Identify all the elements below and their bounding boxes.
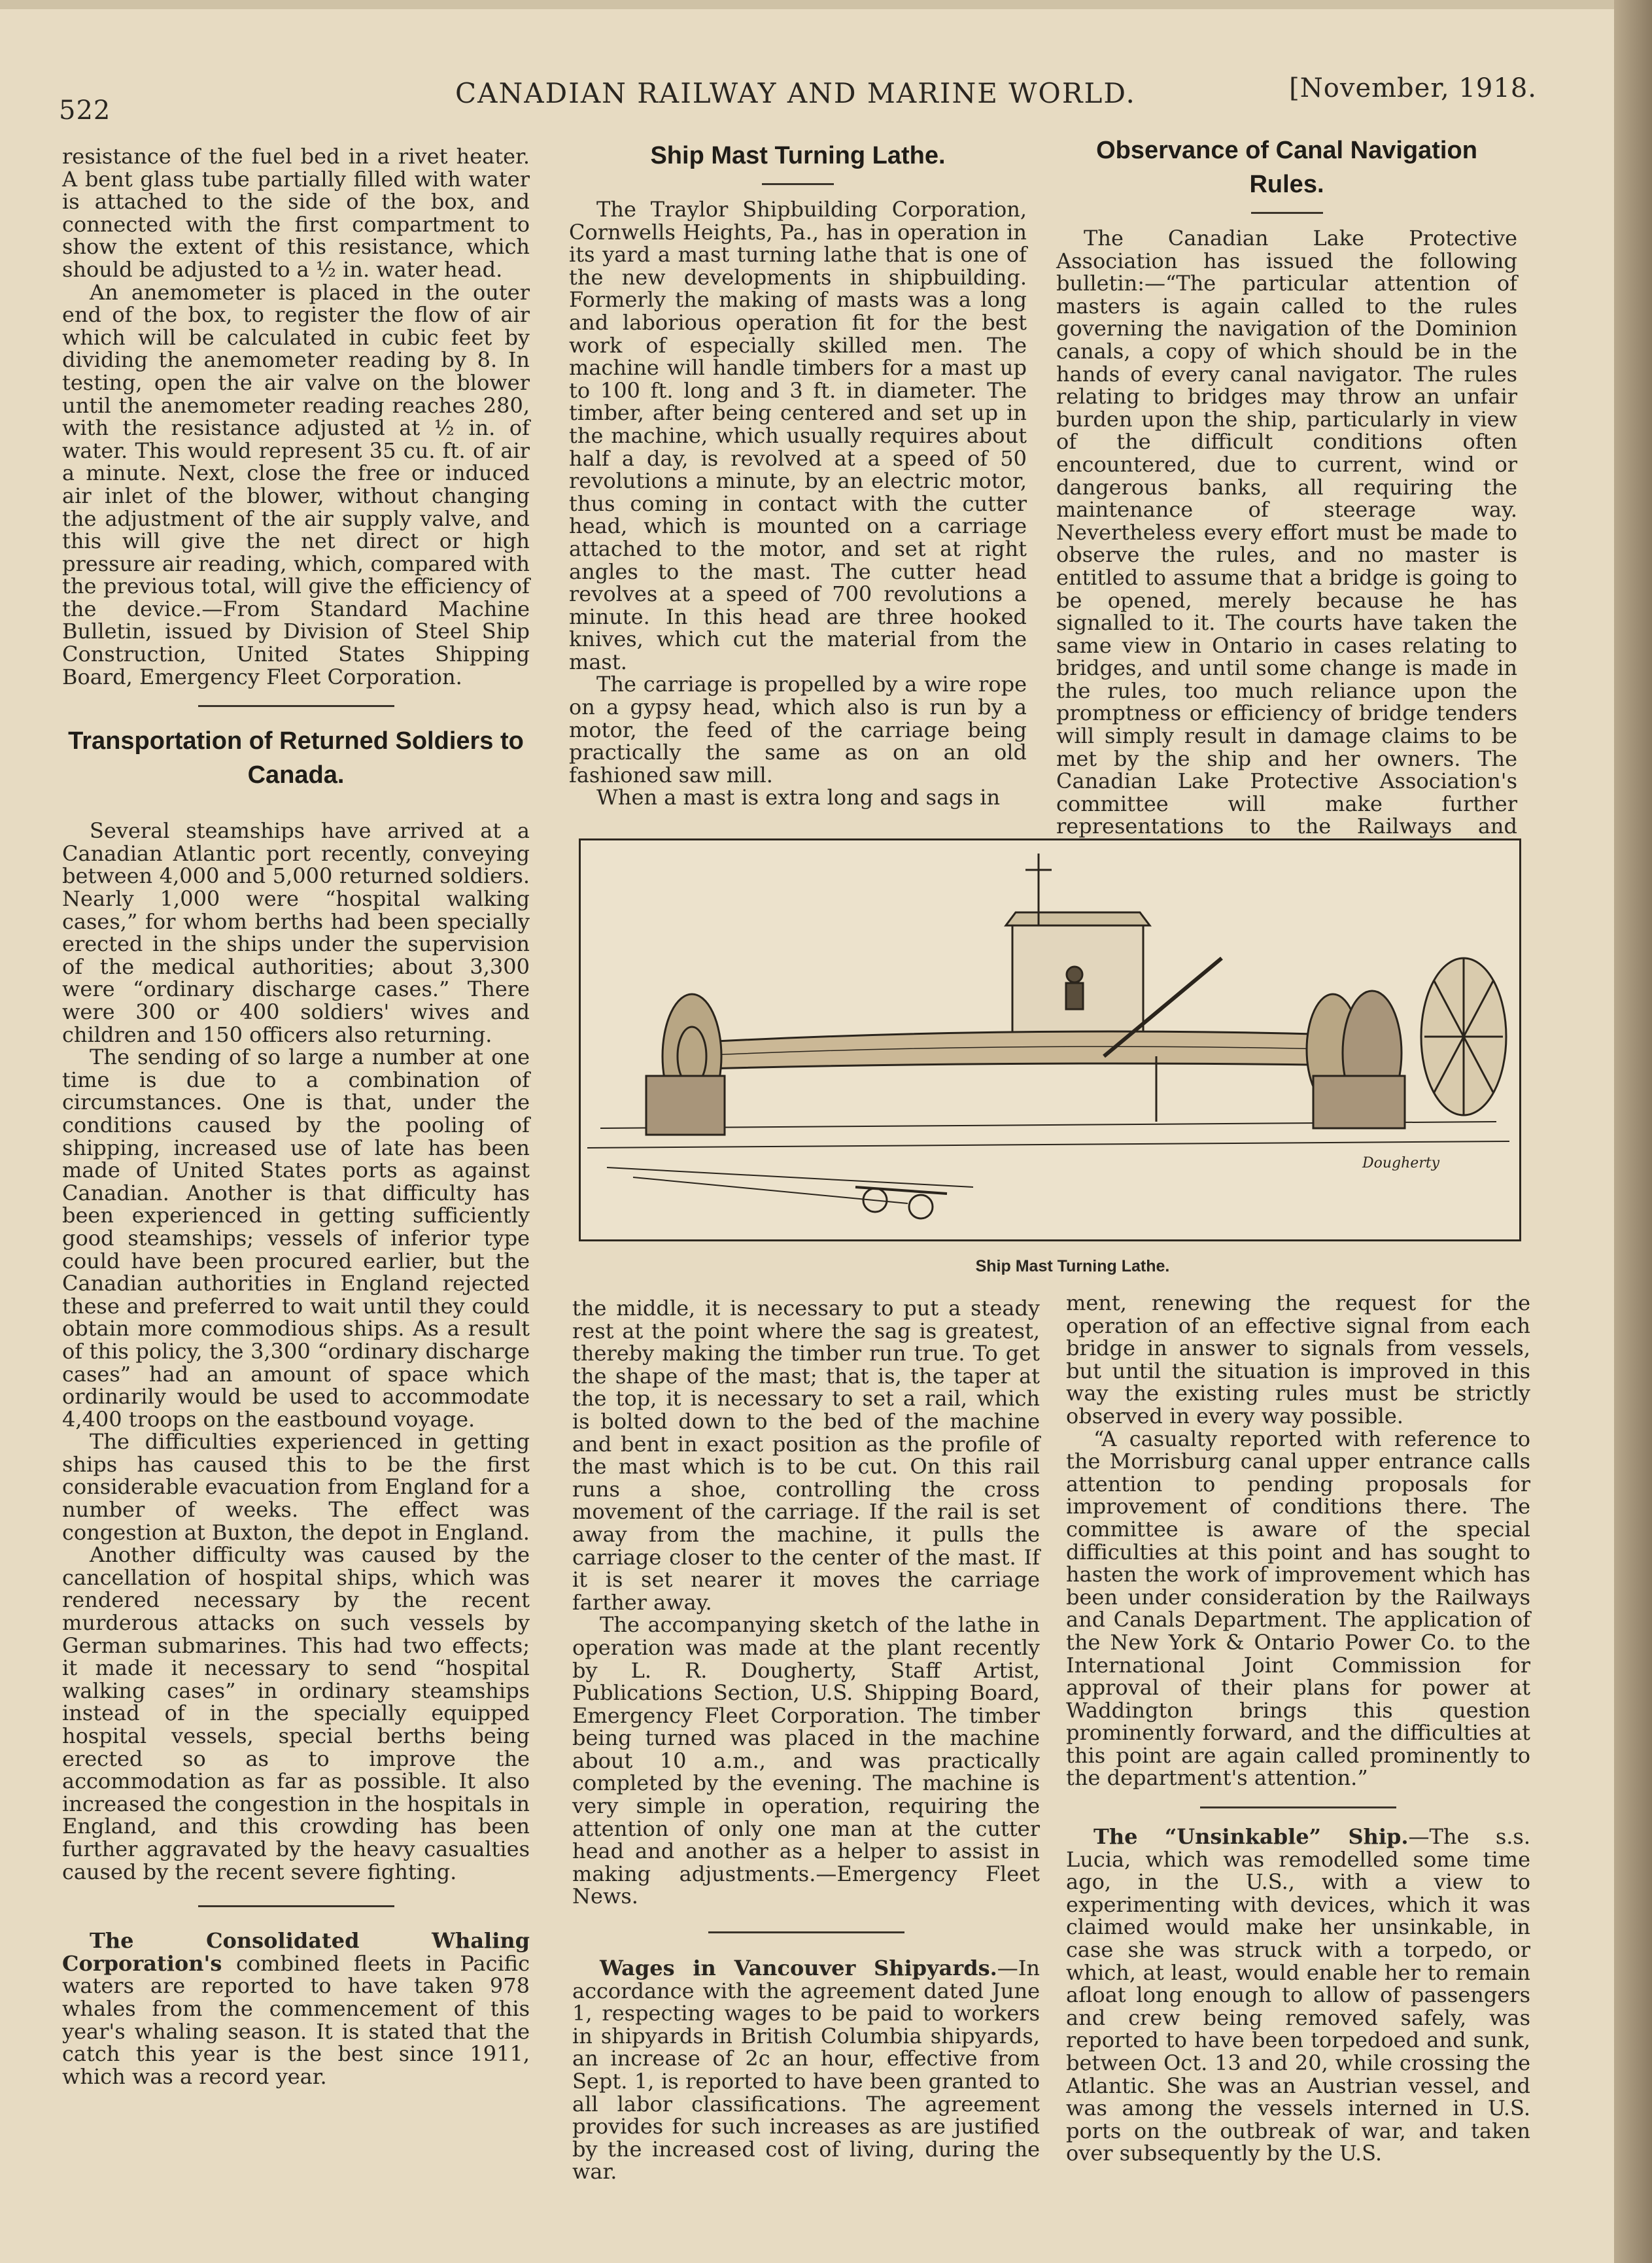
soldiers-paragraph-4: Another difficulty was caused by the cancellation of hospital ships, which was rendered necessary by the recent murderous attacks on such vessels by German submarines. This had two effects; it made it necessary to send “hospital walking cases” in ordinary steamships instead of in the specially equipped hospital vessels, special berths being erected so as to improve the accommodation as far as possible. It also increased the congestion in the hospitals in England, and this crowding has been further aggravated by the heavy casualties caused by the recent severe fighting. — [62, 1542, 530, 1884]
lathe-paragraph-2: The carriage is propelled by a wire rope on a gypsy head, which also is run by a motor, the feed of the carriage being practically the same as on an old fashioned saw mill. — [569, 672, 1027, 787]
section-divider — [1200, 1806, 1396, 1808]
issue-date: [November, 1918. — [1289, 73, 1537, 103]
unsinkable-lead: The “Unsinkable” Ship. — [1093, 1824, 1409, 1850]
lathe-article-title: Ship Mast Turning Lathe. — [650, 142, 946, 169]
unsinkable-paragraph — [1066, 1825, 1530, 2165]
wages-lead: Wages in Vancouver Shipyards. — [600, 1956, 997, 1981]
lathe-paragraph-3: When a mast is extra long and sags in — [596, 785, 1001, 810]
column-right-lower — [1066, 1292, 1530, 2165]
title-rule — [762, 183, 834, 185]
morrisburg-paragraph: “A casualty reported with reference to the Morrisburg canal upper entrance calls attention to pending proposals for improvement of conditions there. The committee is aware of the special difficulties at this point and has sought to hasten the work of improvement which has been under consideration by the Railways and Canals Department. The application of the New York & Ontario Power Co. to the International Joint Commission for approval of their plans for power at Waddington brings this question prominently forward, and the difficulties at this point are again called prominently to the department's attention.” — [1066, 1426, 1530, 1791]
artist-signature: Dougherty — [1362, 1155, 1440, 1171]
running-header — [59, 73, 1563, 126]
whaling-lead: The Consolidated Whaling Corporation's — [62, 1928, 530, 1976]
figure-caption: Ship Mast Turning Lathe. — [975, 1257, 1170, 1275]
canal-paragraph-1: The Canadian Lake Protective Association has issued the following bulletin:—“The particular attention of masters is again called to the rules governing the navigation of the Dominion canals, a copy of which should be in the hands of every canal navigator. The rules relating to bridges may throw an unfair burden upon the ship, particularly in view of the difficult conditions often encountered, due to current, wind or dangerous banks, all requiring the maintenance of steerage way. Nevertheless every effort must be made to observe the rules, and no master is entitled to assume that a bridge is going to be opened, merely because he has signalled to it. The courts have taken the same view in Ontario in cases relating to bridges, and until some change is made in the rules, too much reliance upon the promptness or efficiency of bridge tenders will simply result in damage claims to be met by the ship and her owners. The Canadian Lake Protective Association's committee will make further representations to the Railways and — [1056, 226, 1517, 839]
column-middle-lower — [572, 1297, 1040, 2183]
column-left — [62, 145, 530, 2088]
canal-article-title: Observance of Canal Navigation Rules. — [1096, 137, 1477, 198]
column-middle-top — [569, 139, 1027, 809]
lathe-paragraph-1: The Traylor Shipbuilding Corporation, Cornwells Heights, Pa., has in operation in its yard a mast turning lathe that is one of the new developments in shipbuilding. Formerly the making of masts was a long and laborious operation fit for the best work of especially skilled men. The machine will handle timbers for a mast up to 100 ft. long and 3 ft. in diameter. The timber, after being centered and set up in the machine, which usually requires about half a day, is revolved at a speed of 50 revolutions a minute, by an electric motor, thus coming in contact with the cutter head, which is mounted on a carriage attached to the motor, and set at right angles to the mast. The cutter head revolves at a speed of 700 revolutions a minute. In this head are three hooked knives, which cut the material from the mast. — [569, 197, 1027, 674]
page-binding-edge — [1614, 0, 1652, 2263]
wages-paragraph — [572, 1957, 1040, 2183]
sketch-paragraph: The accompanying sketch of the lathe in operation was made at the plant recently by L. R. Dougherty, Staff Artist, Publications Section, U.S. Shipping Board, Emergency Fleet Corporation. The timber being turned was placed in the machine about 10 a.m., and was practically completed by the evening. The machine is very simple in operation, requiring the attention of only one man at the cutter head and another as a helper to assist in making adjustments.—Emergency Fleet News. — [572, 1612, 1040, 1909]
unsinkable-text: —The s.s. Lucia, which was remodelled some time ago, in the U.S., with a view to experimenting with devices, which it was claimed would make her unsinkable, in case she was struck with a torpedo, or which, at least, would enable her to remain afloat long enough to allow of passengers and crew being removed safely, was reported to have been torpedoed and sunk, between Oct. 13 and 20, while crossing the Atlantic. She was an Austrian vessel, and was among the vessels interned in U.S. ports on the outbreak of war, and taken over subsequently by the U.S. — [1066, 1824, 1531, 2166]
canal-continued-paragraph: ment, renewing the request for the operation of an effective signal from each bridge in answer to signals from vessels, but until the situation is improved in this way the existing rules must be strictly observed in every way possible. — [1066, 1290, 1530, 1428]
wages-text: —In accordance with the agreement dated June 1, respecting wages to be paid to workers in shipyards in British Columbia shipyards, an increase of 2c an hour, effective from Sept. 1, is reported to have been granted to all labor classifications. The agreement provides for such increases as are justified by the increased cost of living, during the war. — [572, 1956, 1040, 2185]
lathe-sketch — [581, 840, 1519, 1239]
section-divider — [708, 1931, 904, 1933]
journal-title: CANADIAN RAILWAY AND MARINE WORLD. — [455, 77, 1136, 109]
soldiers-paragraph-1: Several steamships have arrived at a Canadian Atlantic port recently, conveying between 4,000 and 5,000 returned soldiers. Nearly 1,000 were “hospital walking cases,” for whom berths had been specially erected in the ships under the supervision of the medical authorities; about 3,300 were “ordinary discharge cases.” There were 300 or 400 soldiers' wives and children and 150 officers also returning. — [62, 818, 530, 1047]
lathe-continued-paragraph: the middle, it is necessary to put a steady rest at the point where the sag is greatest, thereby making the timber run true. To get the shape of the mast; that is, the taper at the top, it is necessary to set a rail, which is bolted down to the bed of the machine and bent in exact position as the profile of the mast which is to be cut. On this rail runs a shoe, controlling the cross movement of the carriage. If the rail is set away from the machine, it pulls the carriage closer to the center of the mast. If it is set nearer it moves the carriage farther away. — [572, 1296, 1040, 1615]
section-divider — [198, 705, 394, 707]
section-divider — [198, 1905, 394, 1907]
fuel-bed-paragraph: resistance of the fuel bed in a rivet heater. A bent glass tube partially filled with water is attached to the side of the box, and connected with the first compartment to show the extent of this resistance, which should be adjusted to a ½ in. water head. — [62, 144, 530, 282]
page-number: 522 — [59, 95, 111, 126]
page-top-edge — [0, 0, 1652, 9]
title-rule — [1251, 212, 1323, 214]
whaling-text: combined fleets in Pacific waters are reported to have taken 978 whales from the commencement of this year's whaling season. It is stated that the catch this year is the best since 1911, which was a record year. — [62, 1950, 530, 2089]
anemometer-paragraph: An anemometer is placed in the outer end of the box, to register the flow of air which will be calculated in cubic feet by dividing the anemometer reading by 8. In testing, open the air valve on the blower until the anemometer reading reaches 280, with the resistance adjusted at ½ in. of water. This would represent 35 cu. ft. of air a minute. Next, close the free or induced air inlet of the blower, without changing the adjustment of the air supply valve, and this will give the net direct or high pressure air reading, which, compared with the previous total, will give the efficiency of the device.—From Standard Machine Bulletin, issued by Division of Steel Ship Construction, United States Shipping Board, Emergency Fleet Corporation. — [62, 279, 530, 689]
soldiers-paragraph-3: The difficulties experienced in getting ships has caused this to be the first considerable evacuation from England for a number of weeks. The effect was congestion at Buxton, the depot in England. — [62, 1429, 530, 1545]
lathe-illustration — [579, 838, 1521, 1241]
whaling-paragraph — [62, 1929, 530, 2088]
soldiers-paragraph-2: The sending of so large a number at one time is due to a combination of circumstances. One is that, under the conditions caused by the pooling of shipping, increased use of late has been made of United States ports as against Canadian. Another is that difficulty has been experienced in getting sufficiently good steamships; vessels of inferior type could have been procured earlier, but the Canadian authorities in England rejected these and preferred to wait until they could obtain more commodious ships. As a result of this policy, the 3,300 “ordinary discharge cases” had an amount of space which ordinarily would be used to accommodate 4,400 troops on the eastbound voyage. — [62, 1045, 530, 1432]
soldiers-article-title: Transportation of Returned Soldiers to Canada. — [68, 727, 524, 789]
column-right-top — [1056, 133, 1517, 861]
